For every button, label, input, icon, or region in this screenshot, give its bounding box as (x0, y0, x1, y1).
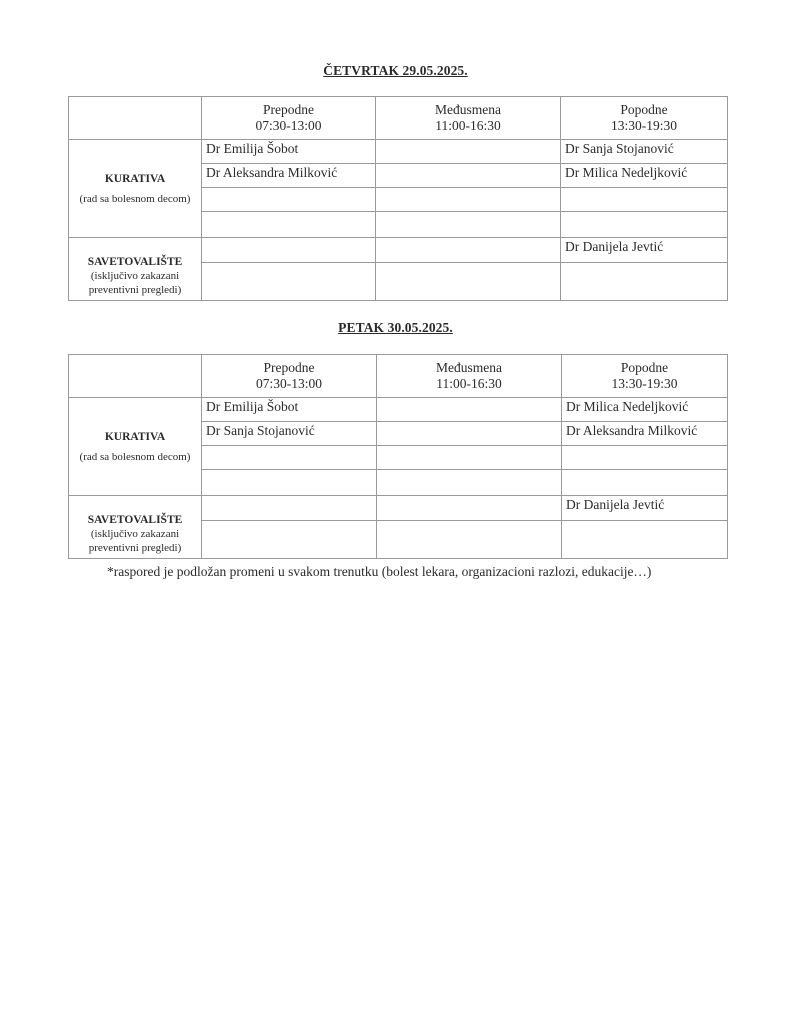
table-cell (376, 140, 561, 164)
table-cell: Dr Danijela Jevtić (561, 238, 728, 263)
day-title-thursday: ČETVRTAK 29.05.2025. (323, 63, 468, 78)
column-header-meduesmena (377, 355, 562, 398)
column-name: Prepodne (263, 360, 315, 375)
table-cell (202, 470, 377, 496)
table-row (69, 238, 728, 263)
table-cell (202, 263, 376, 301)
column-time: 13:30-19:30 (611, 376, 678, 391)
category-note: (rad sa bolesnom decom) (79, 450, 191, 463)
table-cell (561, 212, 728, 238)
column-header-meduesmena (376, 97, 561, 140)
schedule-table-thursday (68, 96, 728, 301)
table-cell (202, 446, 377, 470)
table-cell (202, 238, 376, 263)
column-header-popodne (562, 355, 728, 398)
category-note: (isključivo zakazani preventivni pregledi) (88, 270, 182, 296)
table-cell: Dr Milica Nedeljković (562, 398, 728, 422)
table-cell (561, 188, 728, 212)
table-cell (562, 470, 728, 496)
table-cell: Dr Aleksandra Milković (562, 422, 728, 446)
column-name: Prepodne (263, 102, 314, 117)
corner-cell (69, 355, 202, 398)
table-cell (202, 496, 377, 521)
table-cell (377, 398, 562, 422)
column-name: Popodne (620, 360, 669, 375)
column-header-prepodne (202, 97, 376, 140)
table-cell (562, 521, 728, 559)
category-note: (isključivo zakazani preventivni pregledi) (88, 528, 182, 554)
table-cell: Dr Milica Nedeljković (561, 164, 728, 188)
table-cell: Dr Aleksandra Milković (202, 164, 376, 188)
category-name: KURATIVA (104, 430, 166, 443)
day-title-friday: PETAK 30.05.2025. (338, 320, 453, 335)
table-row (69, 398, 728, 422)
category-name: SAVETOVALIŠTE (87, 514, 183, 526)
table-cell: Dr Danijela Jevtić (562, 496, 728, 521)
column-time: 13:30-19:30 (611, 118, 677, 133)
column-header-popodne (561, 97, 728, 140)
category-kurativa (69, 398, 202, 496)
column-name: Međusmena (436, 360, 502, 375)
table-cell (376, 212, 561, 238)
table-cell (377, 521, 562, 559)
schedule-table-friday (68, 354, 728, 559)
column-time: 07:30-13:00 (256, 376, 322, 391)
table-cell (376, 164, 561, 188)
table-row (69, 496, 728, 521)
table-cell: Dr Sanja Stojanović (202, 422, 377, 446)
table-cell (202, 212, 376, 238)
table-cell (562, 446, 728, 470)
table-cell (561, 263, 728, 301)
table-cell: Dr Emilija Šobot (202, 140, 376, 164)
category-savetovaliste (69, 496, 202, 559)
header-row (69, 355, 728, 398)
table-cell (376, 263, 561, 301)
category-kurativa (69, 140, 202, 238)
category-savetovaliste (69, 238, 202, 301)
footnote: *raspored je podložan promeni u svakom trenutku (bolest lekara, organizacioni razlozi, edukacije…) (107, 564, 652, 579)
header-row (69, 97, 728, 140)
column-header-prepodne (202, 355, 377, 398)
category-name: KURATIVA (104, 172, 166, 185)
table-cell: Dr Sanja Stojanović (561, 140, 728, 164)
table-cell (376, 238, 561, 263)
category-name: SAVETOVALIŠTE (87, 256, 183, 268)
table-cell (377, 422, 562, 446)
table-cell: Dr Emilija Šobot (202, 398, 377, 422)
column-time: 11:00-16:30 (435, 118, 501, 133)
table-cell (377, 496, 562, 521)
table-cell (376, 188, 561, 212)
column-time: 07:30-13:00 (255, 118, 322, 133)
category-note: (rad sa bolesnom decom) (79, 192, 191, 205)
table-cell (377, 470, 562, 496)
column-time: 11:00-16:30 (436, 376, 502, 391)
table-cell (202, 188, 376, 212)
table-cell (202, 521, 377, 559)
corner-cell (69, 97, 202, 140)
column-name: Međusmena (435, 102, 501, 117)
column-name: Popodne (620, 102, 668, 117)
table-cell (377, 446, 562, 470)
table-row (69, 140, 728, 164)
